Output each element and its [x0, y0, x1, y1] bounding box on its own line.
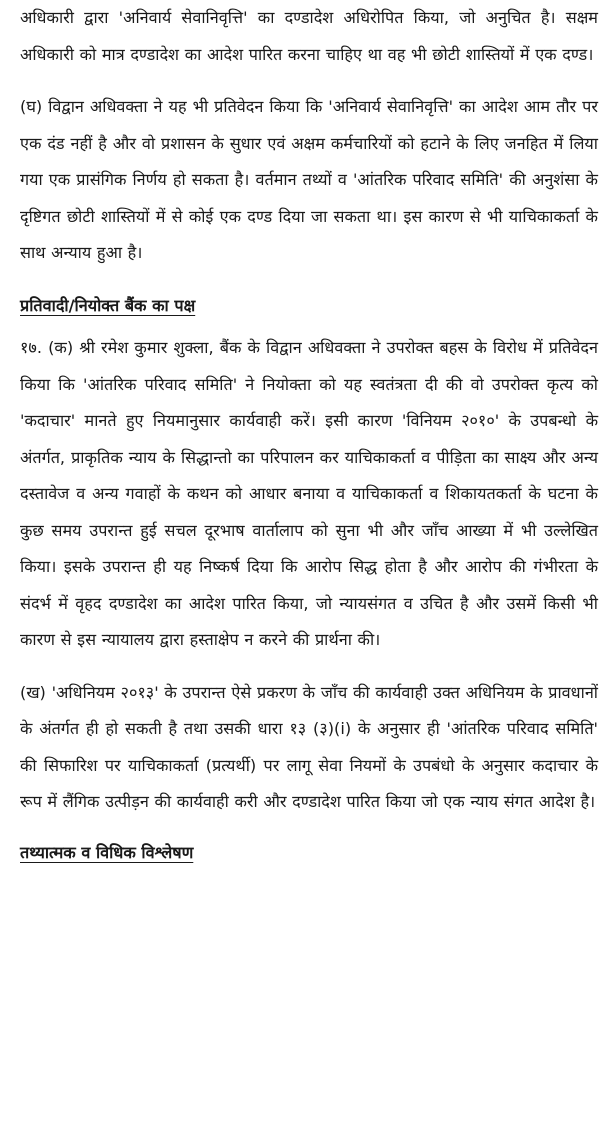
- document-page: [20, 0, 598, 871]
- section-heading-analysis: तथ्यात्मक व विधिक विश्लेषण: [20, 842, 194, 862]
- paragraph-17-ka: १७. (क) श्री रमेश कुमार शुक्ला, बैंक के विद्वान अधिवक्ता ने उपरोक्त बहस के विरोध में प्रतिवेदन किया कि 'आंतरिक परिवाद समिति' ने नियोक्ता को यह स्वतंत्रता दी की वो उपरोक्त कृत्य को 'कदाचार' मानते हुए नियमानुसार कार्यवाही करें। इसी कारण 'विनियम २०१०' के उपबन्धो के अंतर्गत, प्राकृतिक न्याय के सिद्धान्तो का परिपालन कर याचिकाकर्ता व पीड़िता का साक्ष्य और अन्य दस्तावेज व अन्य गवाहों के कथन को आधार बनाया व याचिकाकर्ता व शिकायतकर्ता के घटना के कुछ समय उपरान्त हुई सचल दूरभाष वार्तालाप को सुना भी और जाँच आख्या में भी उल्लेखित किया। इसके उपरान्त ही यह निष्कर्ष दिया कि आरोप सिद्ध होता है और आरोप की गंभीरता के संदर्भ में वृहद दण्डादेश का आदेश पारित किया, जो न्यायसंगत व उचित है और उसमें किसी भी कारण से इस न्यायालय द्वारा हस्ताक्षेप न करने की प्रार्थना की।: [20, 338, 598, 649]
- paragraph-gh: (घ) विद्वान अधिवक्ता ने यह भी प्रतिवेदन किया कि 'अनिवार्य सेवानिवृत्ति' का आदेश आम तौर पर एक दंड नहीं है और वो प्रशासन के सुधार एवं अक्षम कर्मचारियों को हटाने के लिए जनहित में लिया गया एक प्रासंगिक निर्णय हो सकता है। वर्तमान तथ्यों व 'आंतरिक परिवाद समिति' की अनुशंसा के दृष्टिगत छोटी शास्तियों में से कोई एक दण्ड दिया जा सकता था। इस कारण से भी याचिकाकर्ता के साथ अन्याय हुआ है।: [20, 97, 598, 262]
- paragraph-kh: (ख) 'अधिनियम २०१३' के उपरान्त ऐसे प्रकरण के जाँच की कार्यवाही उक्त अधिनियम के प्रावधानों के अंतर्गत ही हो सकती है तथा उसकी धारा १३ (३)(i) के अनुसार ही 'आंतरिक परिवाद समिति' की सिफारिश पर याचिकाकर्ता (प्रत्यर्थी) पर लागू सेवा नियमों के उपबंधो के अनुसार कदाचार के रूप में लैंगिक उत्पीड़न की कार्यवाही करी और दण्डादेश पारित किया जो एक न्याय संगत आदेश है।: [20, 682, 598, 811]
- paragraph-continuation: अधिकारी द्वारा 'अनिवार्य सेवानिवृत्ति' का दण्डादेश अधिरोपित किया, जो अनुचित है। सक्षम अधिकारी को मात्र दण्डादेश का आदेश पारित करना चाहिए था वह भी छोटी शास्तियों में एक दण्ड।: [20, 8, 598, 64]
- section-heading-respondent: प्रतिवादी/नियोक्त बैंक का पक्ष: [20, 295, 196, 315]
